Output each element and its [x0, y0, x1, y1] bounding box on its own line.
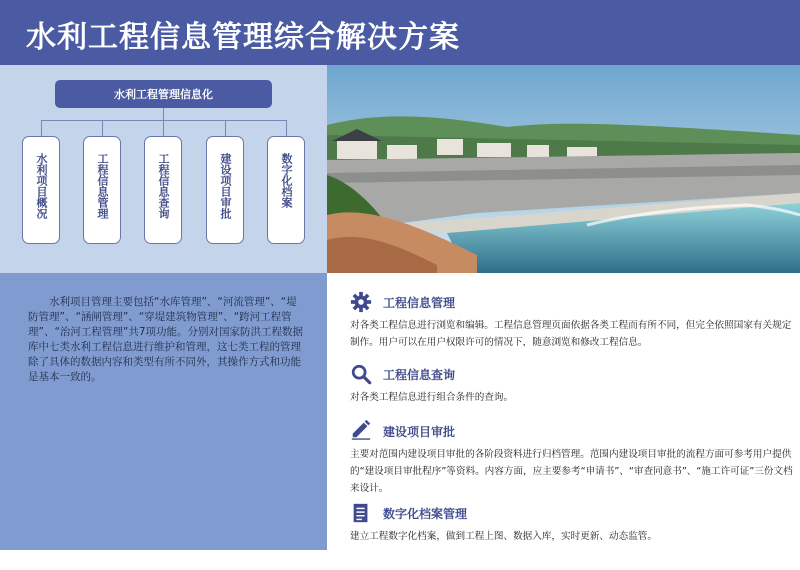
- section-title: 工程信息查询: [383, 368, 456, 382]
- section-body: 对各类工程信息进行组合条件的查询。: [350, 392, 514, 403]
- connector-vertical: [163, 108, 164, 120]
- dam-photo: [327, 65, 800, 273]
- diagram-node-info-query: [144, 136, 182, 244]
- section-body: 主要对范围内建设项目审批的各阶段资料进行归档管理。范围内建设项目审批的流程方面可参考用户提供的“建设项目审批程序”等资料。内容方面，应主要参考“申请书”、“审查同意书”、“施工许可证”三份文档来设计。: [350, 449, 793, 494]
- diagram-node-info-management: [83, 136, 121, 244]
- document-icon: [350, 502, 372, 524]
- section-body: 建立工程数字化档案，做到工程上图、数据入库，实时更新、动态监管。: [350, 531, 657, 542]
- connector-horizontal: [41, 120, 287, 121]
- section-body: 对各类工程信息进行浏览和编辑。工程信息管理页面依据各类工程而有所不同，但完全依照国家有关规定制作。用户可以在用户权限许可的情况下，随意浏览和修改工程信息。: [350, 320, 792, 348]
- search-icon: [350, 363, 372, 385]
- node-label: 工程信息查询: [157, 153, 170, 219]
- diagram-node-approval: [206, 136, 244, 244]
- section-title: 建设项目审批: [383, 425, 456, 439]
- pen-icon: [350, 418, 372, 440]
- header-bar: [0, 0, 800, 65]
- connector-drop: [102, 120, 103, 136]
- connector-drop: [41, 120, 42, 136]
- node-label: 水利项目概况: [35, 153, 48, 219]
- page-title: 水利工程信息管理综合解决方案: [26, 20, 460, 55]
- section-title: 工程信息管理: [383, 296, 456, 310]
- structure-diagram: [0, 65, 327, 273]
- node-label: 工程信息管理: [96, 153, 109, 219]
- gear-icon: [350, 291, 372, 313]
- section-title: 数字化档案管理: [383, 507, 468, 521]
- node-label: 建设项目审批: [219, 153, 232, 219]
- summary-panel: [0, 273, 327, 550]
- connector-drop: [225, 120, 226, 136]
- node-label: 数字化档案: [280, 153, 293, 208]
- diagram-root-node: 水利工程管理信息化: [55, 80, 272, 108]
- diagram-node-project-overview: [22, 136, 60, 244]
- connector-drop: [163, 120, 164, 136]
- connector-drop: [286, 120, 287, 136]
- diagram-node-digital-archive: [267, 136, 305, 244]
- summary-text: 水利项目管理主要包括“水库管理”、“河流管理”、“堤防管理”、“涵闸管理”、“穿堤建筑物管理”、“跨河工程管理”、“治河工程管理”共7项功能。分别对国家防洪工程数据库中七类水利工程信息进行维护和管理，这七类工程的管理除了具体的数据内容和类型有所不同外，其操作方式和功能是基本一致的。: [28, 296, 303, 383]
